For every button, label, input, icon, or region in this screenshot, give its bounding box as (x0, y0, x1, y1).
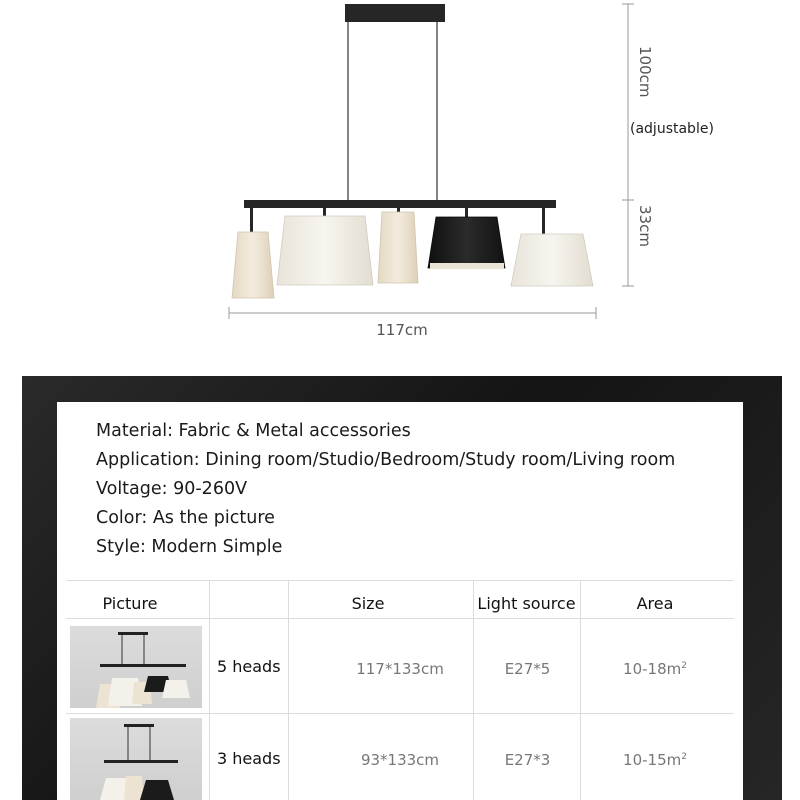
width-label: 117cm (376, 321, 428, 339)
spec-application: Application: Dining room/Studio/Bedroom/Study room/Living room (96, 450, 676, 470)
row-3-heads-light-source: E27*3 (504, 751, 551, 769)
lamp-shade-black (428, 217, 505, 268)
row-5-heads-label: 5 heads (217, 657, 281, 676)
header-area: Area (636, 594, 674, 613)
lamp-shade-white-right (511, 234, 593, 286)
row-3-heads-area: $10-15m^2$ (623, 751, 687, 769)
table-divider (473, 580, 474, 800)
row-5-heads-area: $10-18m^2$ (623, 660, 687, 678)
row-5-heads-size: 117*133cm (356, 660, 444, 678)
thumbnail-image (70, 626, 202, 708)
lamp-shade-white-large (277, 216, 373, 285)
table-divider (66, 618, 734, 619)
spec-voltage: Voltage: 90-260V (96, 479, 248, 499)
lamp-shade-linen-left (232, 232, 274, 298)
adjustable-note: (adjustable) (630, 121, 714, 137)
table-divider (66, 580, 734, 581)
height-bottom-label: 33cm (636, 205, 654, 247)
row-3-heads-size: 93*133cm (360, 751, 440, 769)
table-divider (580, 580, 581, 800)
table-divider (209, 580, 210, 800)
spec-material: Material: Fabric & Metal accessories (96, 421, 411, 441)
main-bar (244, 200, 556, 208)
height-top-label: 100cm (636, 46, 654, 98)
row-5-heads-light-source: E27*5 (504, 660, 551, 678)
product-thumbnail-3-heads (70, 718, 202, 800)
header-light-source: Light source (477, 594, 576, 613)
table-divider (66, 713, 734, 714)
lamp-shade-linen-middle (378, 212, 418, 283)
row-3-heads-label: 3 heads (217, 749, 281, 768)
spec-style: Style: Modern Simple (96, 537, 283, 557)
spec-color: Color: As the picture (96, 508, 275, 528)
table-divider (288, 580, 289, 800)
header-size: Size (351, 594, 385, 613)
ceiling-canopy (345, 4, 445, 22)
thumbnail-image (70, 718, 202, 800)
product-thumbnail-5-heads (70, 626, 202, 708)
header-picture: Picture (102, 594, 158, 613)
product-diagram (0, 0, 800, 360)
